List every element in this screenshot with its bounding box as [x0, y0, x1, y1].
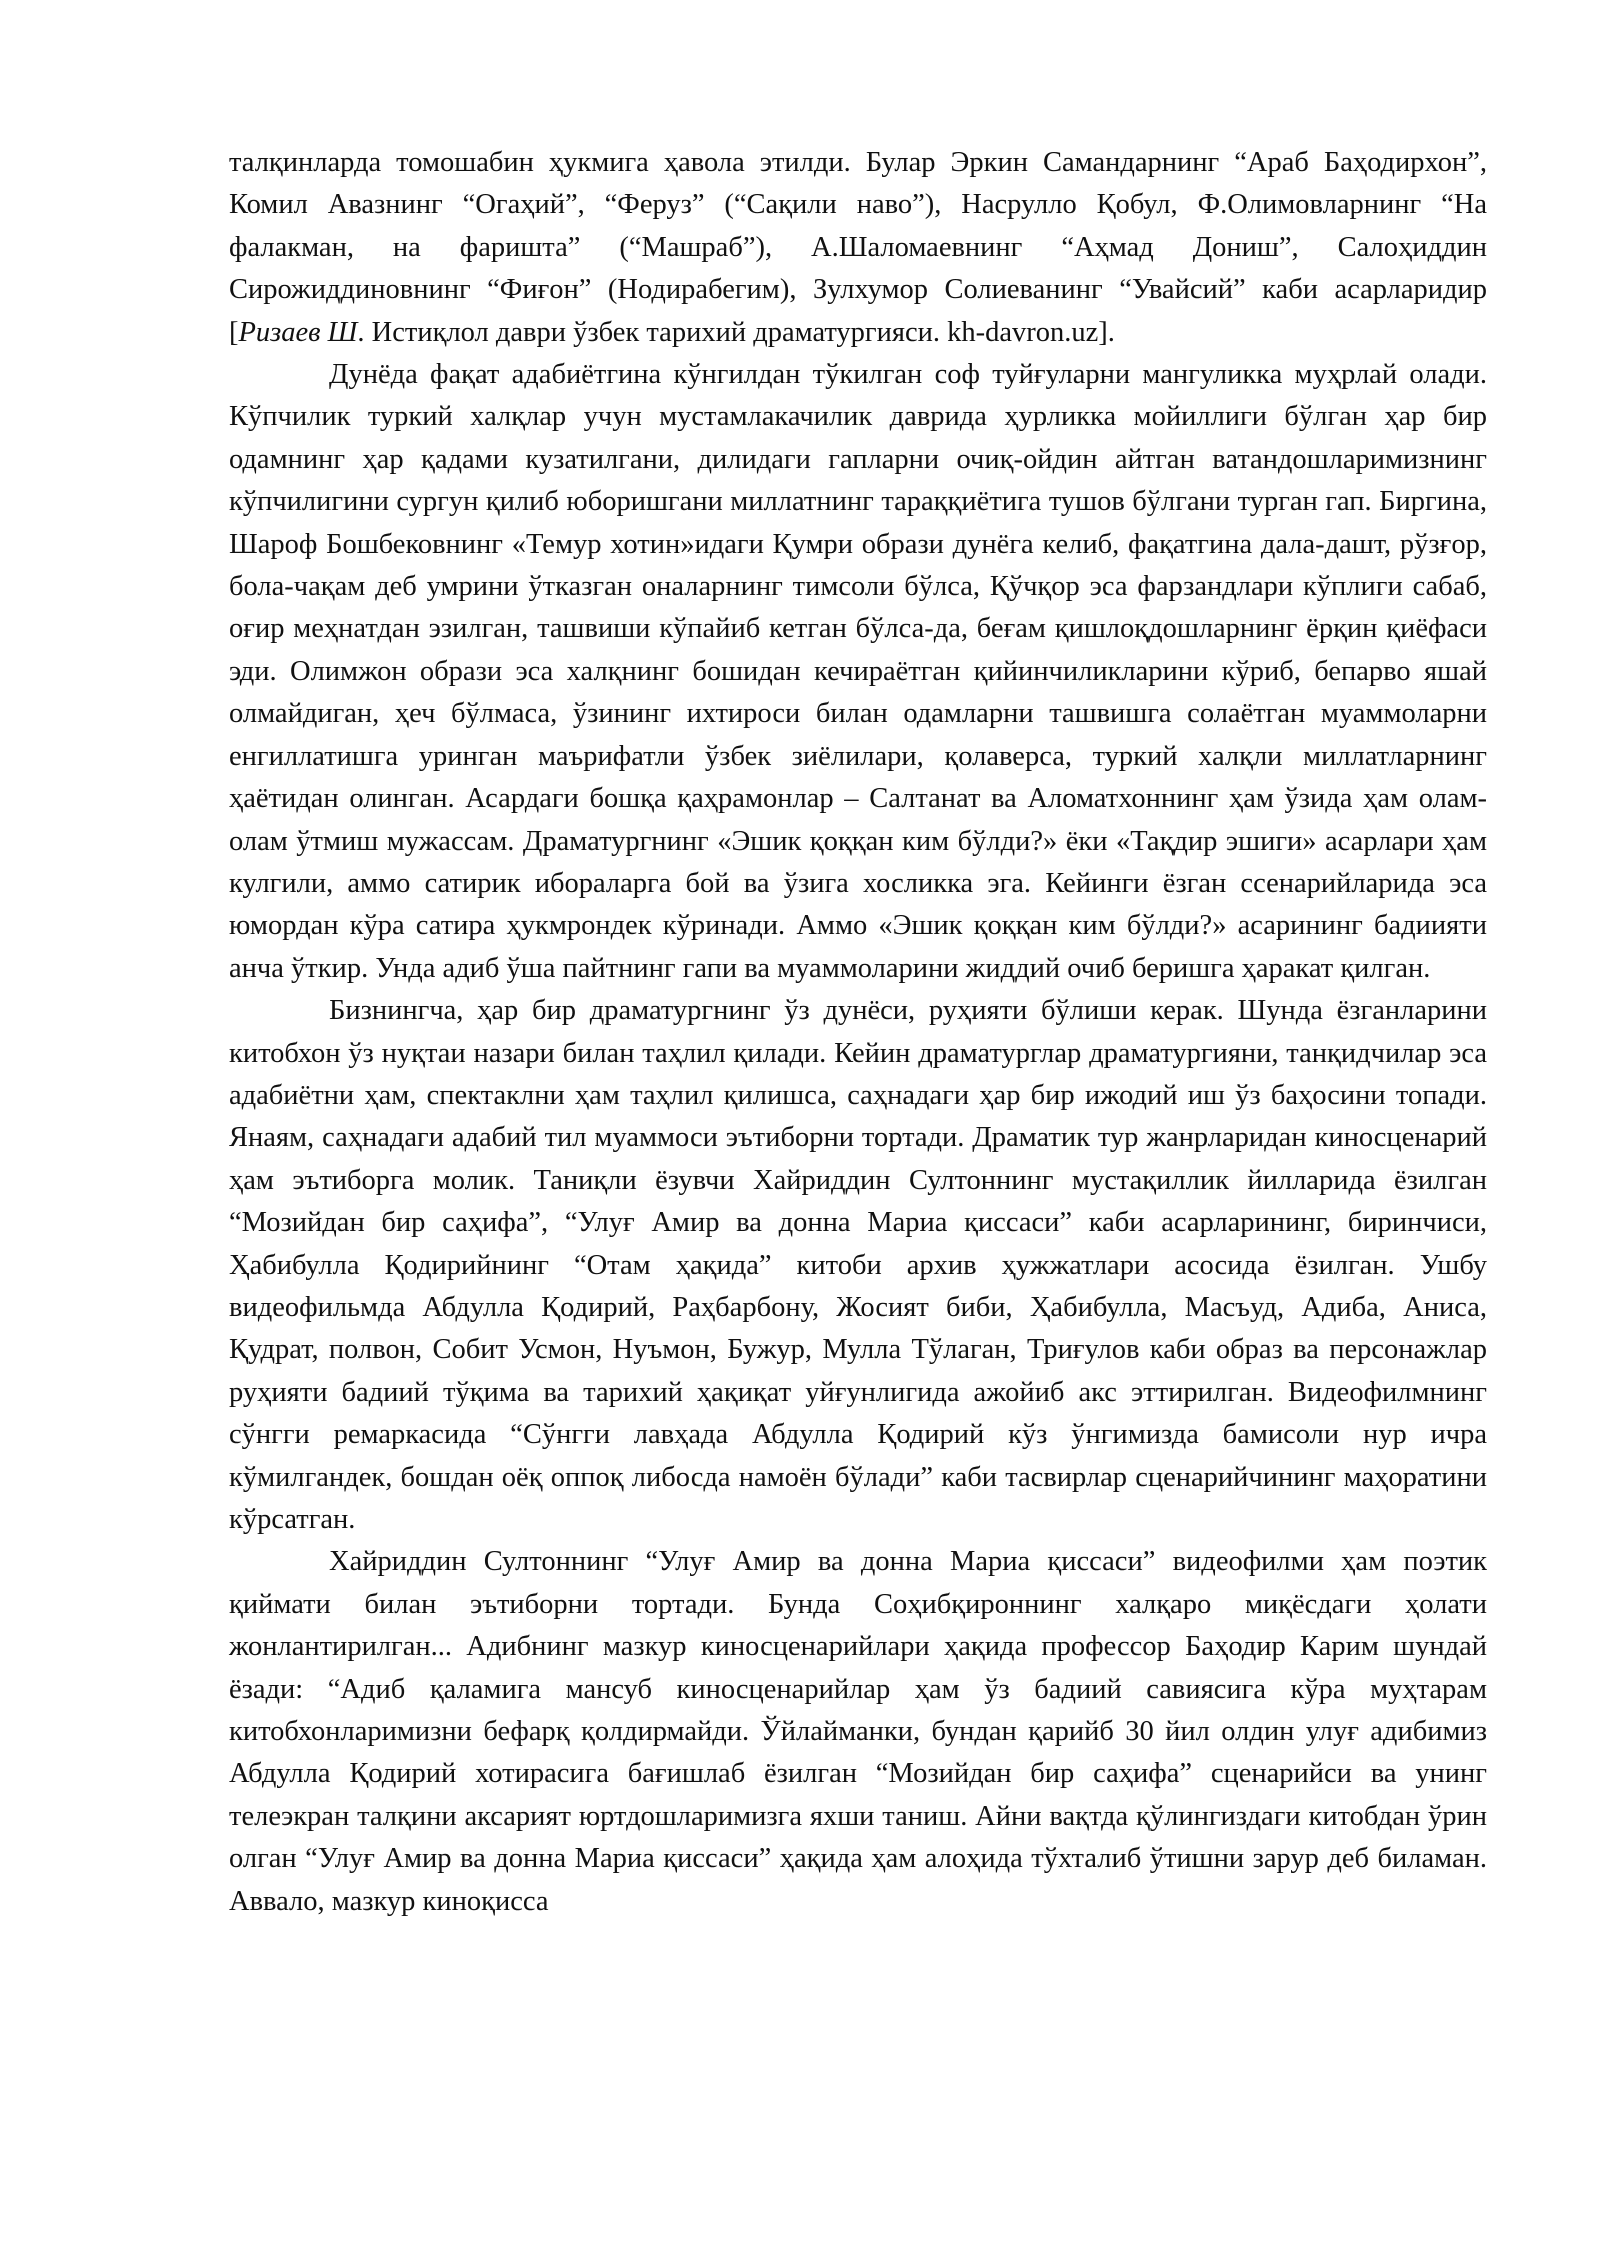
paragraph-1-text: талқинларда томошабин ҳукмига ҳавола этилди. Булар Эркин Самандарнинг “Араб Баҳодирхон”, Комил Авазнинг “Огаҳий”, “Феруз” (“Сақили наво”), Насрулло Қобул, Ф.Олимовларнинг “На фалакман, на фаришта” (“Машраб”), А.Шаломаевнинг “Аҳмад Дониш”, Салоҳиддин Сирожиддиновнинг “Фиғон” (Нодирабегим), Зулхумор Солиеванинг “Увайсий” каби асарларидир [: [229, 147, 1487, 348]
paragraph-4: Хайриддин Султоннинг “Улуғ Амир ва донна Мариа қиссаси” видеофилми ҳам поэтик қиймати билан эътиборни тортади. Бунда Соҳибқироннинг халқаро миқёсдаги ҳолати жонлантирилган... Адибнинг мазкур киносценарийлари ҳақида профессор Баҳодир Карим шундай ёзади: “Адиб қаламига мансуб киносценарийлар ҳам ўз бадиий савиясига кўра муҳтарам китобхонларимизни бефарқ қолдирмайди. Ўйлайманки, бундан қарийб 30 йил олдин улуғ адибимиз Абдулла Қодирий хотирасига бағишлаб ёзилган “Мозийдан бир саҳифа” сценарийси ва унинг телеэкран талқини аксарият юртдошларимизга яхши таниш. Айни вақтда қўлингиздаги китобдан ўрин олган “Улуғ Амир ва донна Мариа қиссаси” ҳақида ҳам алоҳида тўхталиб ўтишни зарур деб биламан. Аввало, мазкур киноқисса: [229, 1546, 1487, 1917]
paragraph-1: [229, 142, 1487, 354]
document-page: [229, 142, 1487, 1923]
paragraph-2: Дунёда фақат адабиётгина кўнгилдан тўкилган соф туйғуларни мангуликка муҳрлай олади. Кўпчилик туркий халқлар учун мустамлакачилик даврида ҳурликка мойиллиги бўлган ҳар бир одамнинг ҳар қадами кузатилгани, дилидаги гапларни очиқ-ойдин айтган ватандошларимизнинг кўпчилигини сургун қилиб юборишгани миллатнинг тараққиётига тушов бўлгани турган гап. Биргина, Шароф Бошбековнинг «Темур хотин»идаги Қумри образи дунёга келиб, фақатгина дала-дашт, рўзғор, бола-чақам деб умрини ўтказган оналарнинг тимсоли бўлса, Қўчқор эса фарзандлари кўплиги сабаб, оғир меҳнатдан эзилган, ташвиши кўпайиб кетган бўлса-да, беғам қишлоқдошларнинг ёрқин қиёфаси эди. Олимжон образи эса халқнинг бошидан кечираётган қийинчиликларини кўриб, бепарво яшай олмайдиган, ҳеч бўлмаса, ўзининг ихтироси билан одамларни ташвишга солаётган муаммоларни енгиллатишга уринган маърифатли ўзбек зиёлилари, қолаверса, туркий халқли миллатларнинг ҳаётидан олинган. Асардаги бошқа қаҳрамонлар – Салтанат ва Аломатхоннинг ҳам ўзида ҳам олам-олам ўтмиш мужассам. Драматургнинг «Эшик қоққан ким бўлди?» ёки «Тақдир эшиги» асарлари ҳам кулгили, аммо сатирик ибораларга бой ва ўзига хосликка эга. Кейинги ёзган ссенарийларида эса юмордан кўра сатира ҳукмрондек кўринади. Аммо «Эшик қоққан ким бўлди?» асарининг бадиияти анча ўткир. Унда адиб ўша пайтнинг гапи ва муаммоларини жиддий очиб беришга ҳаракат қилган.: [229, 359, 1487, 984]
citation-author: Ризаев Ш: [238, 316, 358, 348]
paragraph-3: Бизнингча, ҳар бир драматургнинг ўз дунёси, руҳияти бўлиши керак. Шунда ёзганларини китобхон ўз нуқтаи назари билан таҳлил қилади. Кейин драматурглар драматургияни, танқидчилар эса адабиётни ҳам, спектаклни ҳам таҳлил қилишса, саҳнадаги ҳар бир ижодий иш ўз баҳосини топади. Янаям, саҳнадаги адабий тил муаммоси эътиборни тортади. Драматик тур жанрларидан киносценарий ҳам эътиборга молик. Таниқли ёзувчи Хайриддин Султоннинг мустақиллик йилларида ёзилган “Мозийдан бир саҳифа”, “Улуғ Амир ва донна Мариа қиссаси” каби асарларининг, биринчиси, Ҳабибулла Қодирийнинг “Отам ҳақида” китоби архив ҳужжатлари асосида ёзилган. Ушбу видеофильмда Абдулла Қодирий, Раҳбарбону, Жосият биби, Ҳабибулла, Масъуд, Адиба, Аниса, Қудрат, полвон, Собит Усмон, Нуъмон, Бужур, Мулла Тўлаган, Триғулов каби образ ва персонажлар руҳияти бадиий тўқима ва тарихий ҳақиқат уйғунлигида ажойиб акс эттирилган. Видеофилмнинг сўнгги ремаркасида “Сўнгги лавҳада Абдулла Қодирий кўз ўнгимизда бамисоли нур ичра кўмилгандек, бошдан оёқ оппоқ либосда намоён бўлади” каби тасвирлар сценарийчининг маҳоратини кўрсатган.: [229, 995, 1487, 1535]
citation-source: . Истиқлол даври ўзбек тарихий драматургияси. kh-davron.uz].: [357, 316, 1115, 348]
